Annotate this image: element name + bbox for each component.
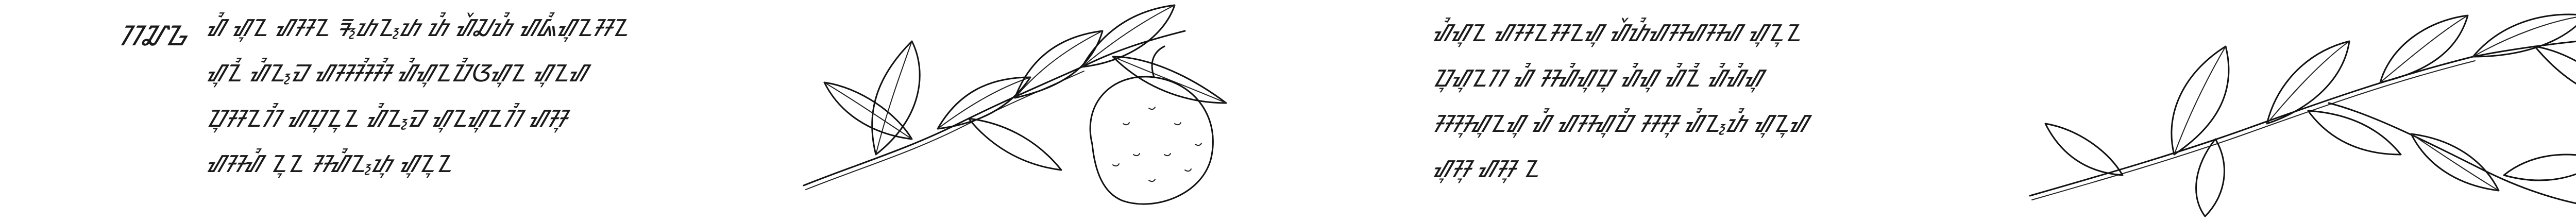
passage-b-line: ᮠᮥᮞᮥ ᮠᮞᮥ ᮔ	[1432, 155, 1539, 183]
passage-a	[206, 5, 628, 186]
passage-b	[1432, 10, 1807, 192]
folio-number: ᮊ᮸ᮌ	[118, 20, 189, 52]
passage-a-line: ᮕᮥᮞᮔᮊᮤ ᮠᮕᮥᮔᮥᮔ ᮠᮤᮔ᮪ᮙ ᮠᮥᮔᮠᮥᮔᮊᮤ ᮠᮞᮥ	[206, 105, 566, 132]
leafy-branch-illustration	[2020, 0, 2576, 219]
fruit-branch-illustration	[793, 0, 1257, 219]
passage-b-line: ᮠᮤᮠᮥᮔ ᮠᮞᮔᮞᮔᮠᮥ ᮠᮨᮒᮤᮠᮞᮠᮞᮠ ᮠᮥᮔᮥᮔ	[1432, 19, 1801, 47]
passage-b-line: ᮞᮞᮥᮠᮥᮔᮠᮥ ᮠᮤ ᮠᮞᮠᮥᮕᮤ ᮞᮞᮥ ᮠᮤᮔ᮪ᮒᮤ ᮠᮥᮔᮥᮠ	[1432, 110, 1807, 138]
passage-a-line: ᮠᮤ ᮠᮥᮔ ᮠᮞᮔ ᮛ᮪ᮒᮔ᮪ᮒ ᮒᮤ ᮠᮨᮎᮒᮤ ᮠᮏᮤᮠᮥᮔᮞᮔ	[206, 14, 628, 42]
passage-a-line: ᮠᮞᮠᮤ ᮔᮥᮔ ᮞᮠᮤᮔ᮪ᮒᮥ ᮠᮥᮔᮥᮔ	[206, 150, 452, 178]
passage-b-line: ᮕᮥᮠᮥᮔᮊ ᮠᮤ ᮞᮠᮤᮠᮥᮕᮥ ᮠᮤᮠᮥ ᮠᮤᮔᮤ ᮠᮤᮠᮤᮠᮥ	[1432, 64, 1762, 92]
passage-a-line: ᮠᮥᮔᮤ ᮠᮤᮔ᮪ᮙ ᮠᮞᮞᮤᮞᮤ ᮠᮤᮠᮥᮔᮕᮤᮃᮠᮥᮔ ᮠᮥᮔᮠ	[206, 59, 587, 87]
